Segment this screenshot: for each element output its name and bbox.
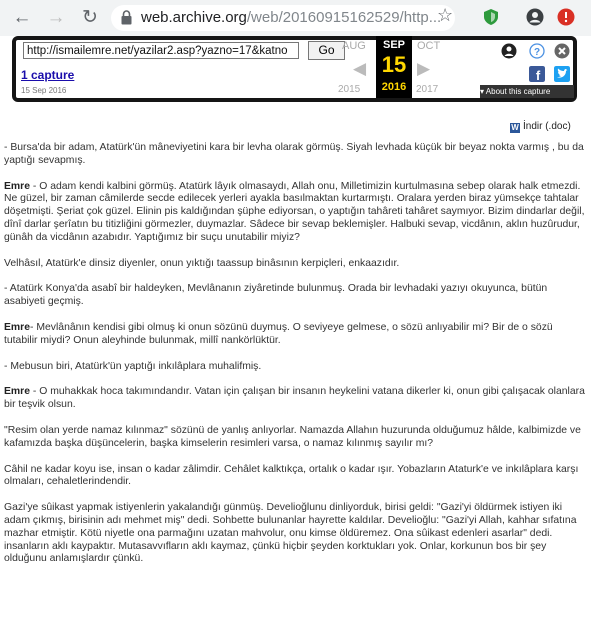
- speaker-name: Emre: [4, 386, 30, 398]
- url-path: /web/20160915162529/http...: [246, 9, 441, 26]
- paragraph-text: - O adam kendi kalbini görmüş. Atatürk lâyık olmasaydı, Allah onu, Milletimizin kurtulmasına sebep olarak halk etmezdi. Ne güzel, bir zaman câmilerde secde edilecek yerleri ayakla basılmaktan kurtarmıştı. Oralara yerden biraz yümsekçe tahtalar döşetmişti. Şeriat çok güzel. Elinin pis kaldığından şüphe ediyorsan, o yaptığın tahâreti tahâret saymıyor. Bizim dindarlar değil, dînî darlar şerîatın bu titizliğini görmezler, duymazlar. Sâdece bir sevap beklemişler. Halbuki sevap, vicdânın, aklın huzûrudur, günâh da vicdânın azabıdır. Yaptığımız bir suçu unutabilir miyiz?: [4, 180, 585, 243]
- captures-link[interactable]: 1 capture: [21, 68, 75, 82]
- paragraph: Gazi'ye sûikast yapmak istiyenlerin yakalandığı günmüş. Develioğlunu dinliyorduk, birisi geldi: "Gazi'yi öldürmek istiyen iki adam çıkmış, birisinin adı mehmet miş" dedi. Sohbette bulunanlar hayrette kaldılar. Develioğlu: "Gazi'yi Allah, kahhar sıfatına mazhar etmiştir. Kötü niyetle ona parmağını uzatan mahvolur, onu kimse öldüremez. Ona sûikast edenleri asarlar" dedi. insanların aklı kaypaktır. Mutasavvıfların aklı kaymaz, çünkü hiçbir şeyden korktukları yok. Onlar, korkunun bos bir şey olduğunu anlamışlardır çünkü.: [4, 502, 577, 565]
- paragraph: - Bursa'da bir adam, Atatürk'ün mâneviyetini kara bir levha olarak görmüş. Siyah levhada küçük bir beyaz nokta varmış , bu da yaptığı sevapmış.: [4, 142, 584, 166]
- current-date-box: [376, 36, 412, 98]
- paragraph: "Resim olan yerde namaz kılınmaz" sözünü de yanlış anlıyorlar. Namazda Allahın huzurunda olduğumuz hâlde, kalbimizde ve kafamızda başka düşüncelerin, başka kimselerin resimleri varsa, o namaz kılınmış sayılır mı?: [4, 424, 581, 449]
- svg-text:f: f: [535, 68, 541, 82]
- paragraph: [4, 386, 587, 412]
- back-arrow-icon[interactable]: ←: [12, 7, 32, 28]
- bookmark-star-icon[interactable]: ☆: [437, 5, 454, 25]
- browser-toolbar: [0, 0, 591, 36]
- update-alert-icon[interactable]: [557, 8, 575, 26]
- facebook-icon[interactable]: [529, 66, 545, 82]
- prev-month[interactable]: AUG: [342, 40, 366, 52]
- profile-avatar-icon[interactable]: [526, 8, 544, 26]
- paragraph-text: - Mevlânânın kendisi gibi olmuş ki onun sözünü duymuş. O seviyeye gelmese, o sözü anlıyabilir mi? Bir de o sözü tutabilir miydi? Onun aleyhinde bulunmak, millî nankörlüktür.: [4, 321, 553, 346]
- prev-year[interactable]: 2015: [338, 84, 361, 95]
- paragraph: [4, 322, 587, 348]
- twitter-icon[interactable]: [554, 66, 570, 82]
- shield-extension-icon[interactable]: [482, 8, 500, 26]
- about-capture-button[interactable]: [480, 85, 574, 98]
- capture-date: 15 Sep 2016: [21, 86, 67, 95]
- wayback-url-input[interactable]: http://ismailemre.net/yazilar2.asp?yazno=17&katno: [23, 42, 299, 59]
- speaker-name: Emre: [4, 321, 30, 333]
- next-arrow-icon[interactable]: ▶: [417, 59, 431, 78]
- lock-icon: [121, 10, 132, 25]
- next-year[interactable]: 2017: [416, 84, 439, 95]
- download-doc-link[interactable]: [510, 121, 571, 133]
- reload-icon[interactable]: ↻: [82, 7, 98, 28]
- url-host: web.archive.org: [141, 9, 247, 26]
- go-button[interactable]: Go: [308, 41, 345, 60]
- about-capture-label: About this capture: [485, 87, 551, 96]
- svg-text:?: ?: [533, 47, 541, 58]
- url-text: [141, 9, 441, 26]
- help-icon[interactable]: [529, 43, 545, 59]
- paragraph: Câhil ne kadar koyu ise, insan o kadar zâlimdir. Cehâlet kalktıkça, ortalık o kadar ışır. Yobazların Ataturk'e ve inkılâplara karşı olmaları, cehaletlerindendir.: [4, 463, 579, 488]
- address-bar[interactable]: [111, 5, 455, 31]
- prev-arrow-icon[interactable]: ◀: [353, 59, 367, 78]
- current-year: 2016: [381, 81, 407, 93]
- paragraph: Velhâsıl, Atatürk'e dinsiz diyenler, onun yıktığı taassup binâsının kerpiçleri, enkaazıdır.: [4, 257, 400, 269]
- wayback-toolbar: [12, 36, 577, 102]
- speaker-name: Emre: [4, 180, 30, 192]
- paragraph-text: - O muhakkak hoca takımındandır. Vatan için çalışan bir insanın heykelini vatana dikerler ki, onun gibi çalışacak olanlara bir teşvik olsun.: [4, 386, 585, 411]
- current-month: SEP: [382, 39, 405, 51]
- download-label: İndir (.doc): [523, 121, 571, 132]
- next-month[interactable]: OCT: [417, 40, 441, 52]
- word-doc-icon: W: [511, 123, 519, 132]
- paragraph: [4, 181, 587, 245]
- account-icon[interactable]: [501, 43, 517, 59]
- article-body: [4, 142, 587, 579]
- forward-arrow-icon[interactable]: →: [46, 7, 66, 28]
- current-day: 15: [381, 52, 407, 77]
- paragraph: - Atatürk Konya'da asabî bir haldeyken, Mevlânanın ziyâretinde bulunmuş. Orada bir levhadaki yazıyı okuyunca, bütün asabiyeti geçmiş.: [4, 283, 548, 308]
- paragraph: - Mebusun biri, Atatürk'ün yaptığı inkılâplara muhalifmiş.: [4, 360, 262, 372]
- chevron-down-icon: ▾: [480, 87, 486, 96]
- close-icon[interactable]: [554, 43, 570, 59]
